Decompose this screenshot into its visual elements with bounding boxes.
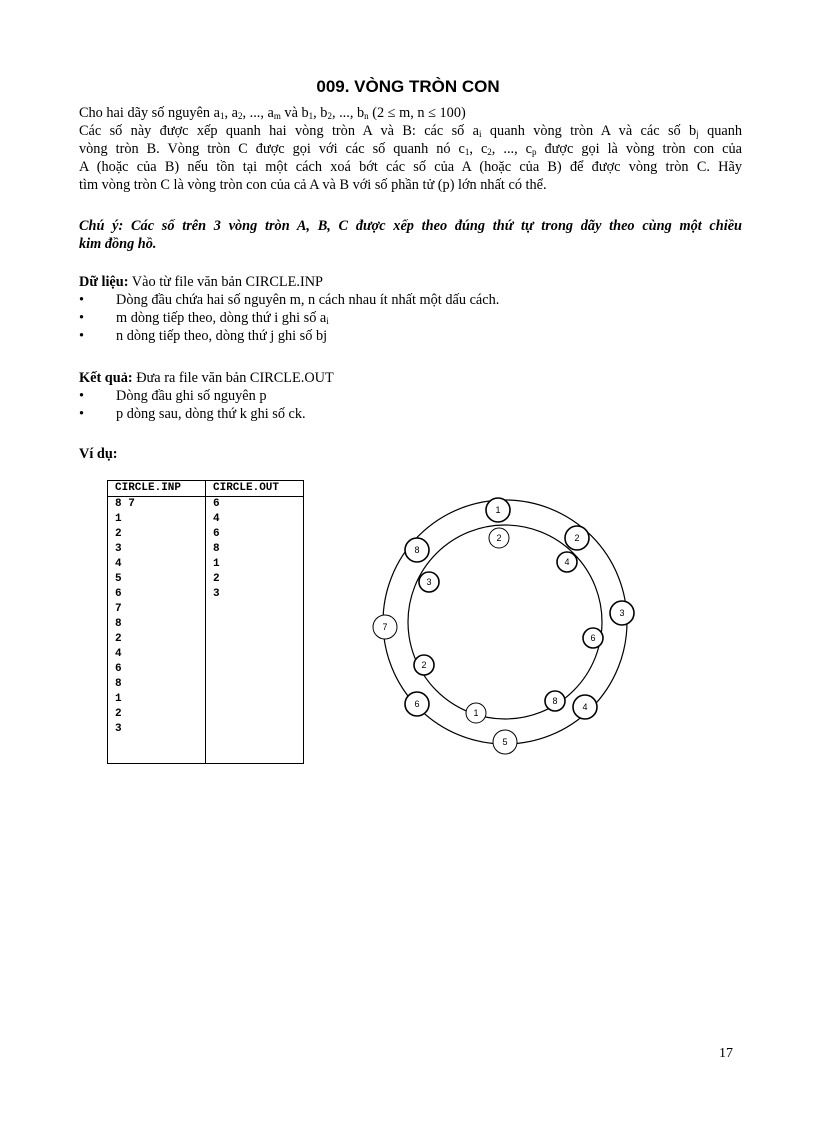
input-bullet-2: • m dòng tiếp theo, dòng thứ i ghi số $a_i$	[79, 310, 329, 326]
input-line: 2	[115, 528, 122, 540]
svg-text:8: 8	[414, 545, 420, 555]
input-bullet-1: • Dòng đầu chứa hai số nguyên m, n cách nhau ít nhất một dấu cách.	[79, 292, 500, 308]
svg-text:5: 5	[502, 737, 508, 747]
input-line: 4	[115, 648, 122, 660]
outer-node	[373, 615, 397, 639]
bullet-dot: •	[79, 328, 85, 344]
intro-line-4: A (hoặc của B) nếu tồn tại một cách xoá bớt các số của A (hoặc của B) để được vòng tròn C. Hãy	[79, 159, 742, 175]
output-line: 8	[213, 543, 220, 555]
circle-diagram	[360, 490, 650, 765]
input-line: 5	[115, 573, 122, 585]
intro-line-3: vòng tròn B. Vòng tròn C được gọi với các số quanh nó $c_1$, $c_2$, ..., $c_p$ được gọi là vòng tròn con của	[79, 141, 742, 157]
input-line: 1	[115, 693, 122, 705]
svg-text:2: 2	[421, 660, 427, 670]
bullet-dot: •	[79, 310, 85, 326]
io-header-output: CIRCLE.OUT	[206, 481, 304, 497]
svg-text:4: 4	[582, 702, 588, 712]
input-line: 6	[115, 588, 122, 600]
input-line: 8	[115, 618, 122, 630]
inner-node	[583, 628, 603, 648]
svg-text:2: 2	[496, 533, 502, 543]
io-output-cell	[206, 497, 304, 764]
output-line: 1	[213, 558, 220, 570]
note-line-1: Chú ý: Các số trên 3 vòng tròn A, B, C được xếp theo đúng thứ tự trong dãy theo cùng một chiều	[79, 218, 742, 234]
page-title: 009. VÒNG TRÒN CON	[316, 77, 500, 96]
output-line: 6	[213, 498, 220, 510]
inner-node	[466, 703, 486, 723]
io-header-input: CIRCLE.INP	[108, 481, 206, 497]
input-bullet-3: • n dòng tiếp theo, dòng thứ j ghi số bj	[79, 328, 328, 344]
output-line: 6	[213, 528, 220, 540]
svg-text:6: 6	[590, 633, 596, 643]
problem-statement	[79, 104, 742, 194]
svg-text:4: 4	[564, 557, 570, 567]
outer-node	[493, 730, 517, 754]
input-line: 3	[115, 543, 122, 555]
bullet-dot: •	[79, 388, 85, 404]
svg-text:6: 6	[414, 699, 420, 709]
input-line: 8	[115, 678, 122, 690]
intro-line-2: Các số này được xếp quanh hai vòng tròn A và B: các số $a_i$ quanh vòng tròn A và các số $b_j$ quanh	[79, 123, 743, 139]
io-input-cell	[108, 497, 206, 764]
input-line: 2	[115, 633, 122, 645]
input-heading: Dữ liệu: Vào từ file văn bản CIRCLE.INP	[79, 274, 323, 290]
io-header-row	[108, 481, 304, 497]
intro-line-1: Cho hai dãy số nguyên $a_1$, $a_2$, ..., $a_m$ và $b_1$, $b_2$, ..., $b_n$ (2 ≤ m, n ≤ 100)	[79, 105, 466, 121]
svg-text:1: 1	[495, 505, 501, 515]
output-bullet-1: • Dòng đầu ghi số nguyên p	[79, 388, 267, 404]
bullet-dot: •	[79, 292, 85, 308]
output-section	[79, 369, 742, 423]
input-line: 2	[115, 708, 122, 720]
bullet-dot: •	[79, 406, 85, 422]
output-bullet-2: • p dòng sau, dòng thứ k ghi số ck.	[79, 406, 306, 422]
outer-node	[405, 692, 429, 716]
input-line: 1	[115, 513, 122, 525]
intro-line-5: tìm vòng tròn C là vòng tròn con của cả A và B với số phần tử (p) lớn nhất có thể.	[79, 177, 547, 193]
page-number: 17	[719, 1046, 733, 1061]
note-line-2: kim đồng hồ.	[79, 236, 157, 252]
input-line: 4	[115, 558, 122, 570]
output-line: 4	[213, 513, 220, 525]
inner-node	[419, 572, 439, 592]
outer-node	[610, 601, 634, 625]
outer-node	[486, 498, 510, 522]
outer-node	[573, 695, 597, 719]
outer-node	[405, 538, 429, 562]
inner-node	[545, 691, 565, 711]
input-line: 3	[115, 723, 122, 735]
input-line: 6	[115, 663, 122, 675]
output-heading: Kết quả: Đưa ra file văn bản CIRCLE.OUT	[79, 370, 334, 386]
input-section	[79, 273, 742, 345]
svg-text:1: 1	[473, 708, 479, 718]
io-example-table	[107, 480, 304, 764]
output-line: 3	[213, 588, 220, 600]
input-line: 7	[115, 603, 122, 615]
inner-node	[557, 552, 577, 572]
svg-text:8: 8	[552, 696, 558, 706]
io-body-row	[108, 497, 304, 764]
inner-node	[489, 528, 509, 548]
input-line: 8 7	[115, 498, 135, 510]
outer-node	[565, 526, 589, 550]
example-label: Ví dụ:	[79, 446, 118, 462]
svg-text:7: 7	[382, 622, 388, 632]
svg-text:3: 3	[619, 608, 625, 618]
svg-text:2: 2	[574, 533, 580, 543]
svg-text:3: 3	[426, 577, 432, 587]
inner-node	[414, 655, 434, 675]
note-block	[79, 217, 742, 253]
output-line: 2	[213, 573, 220, 585]
